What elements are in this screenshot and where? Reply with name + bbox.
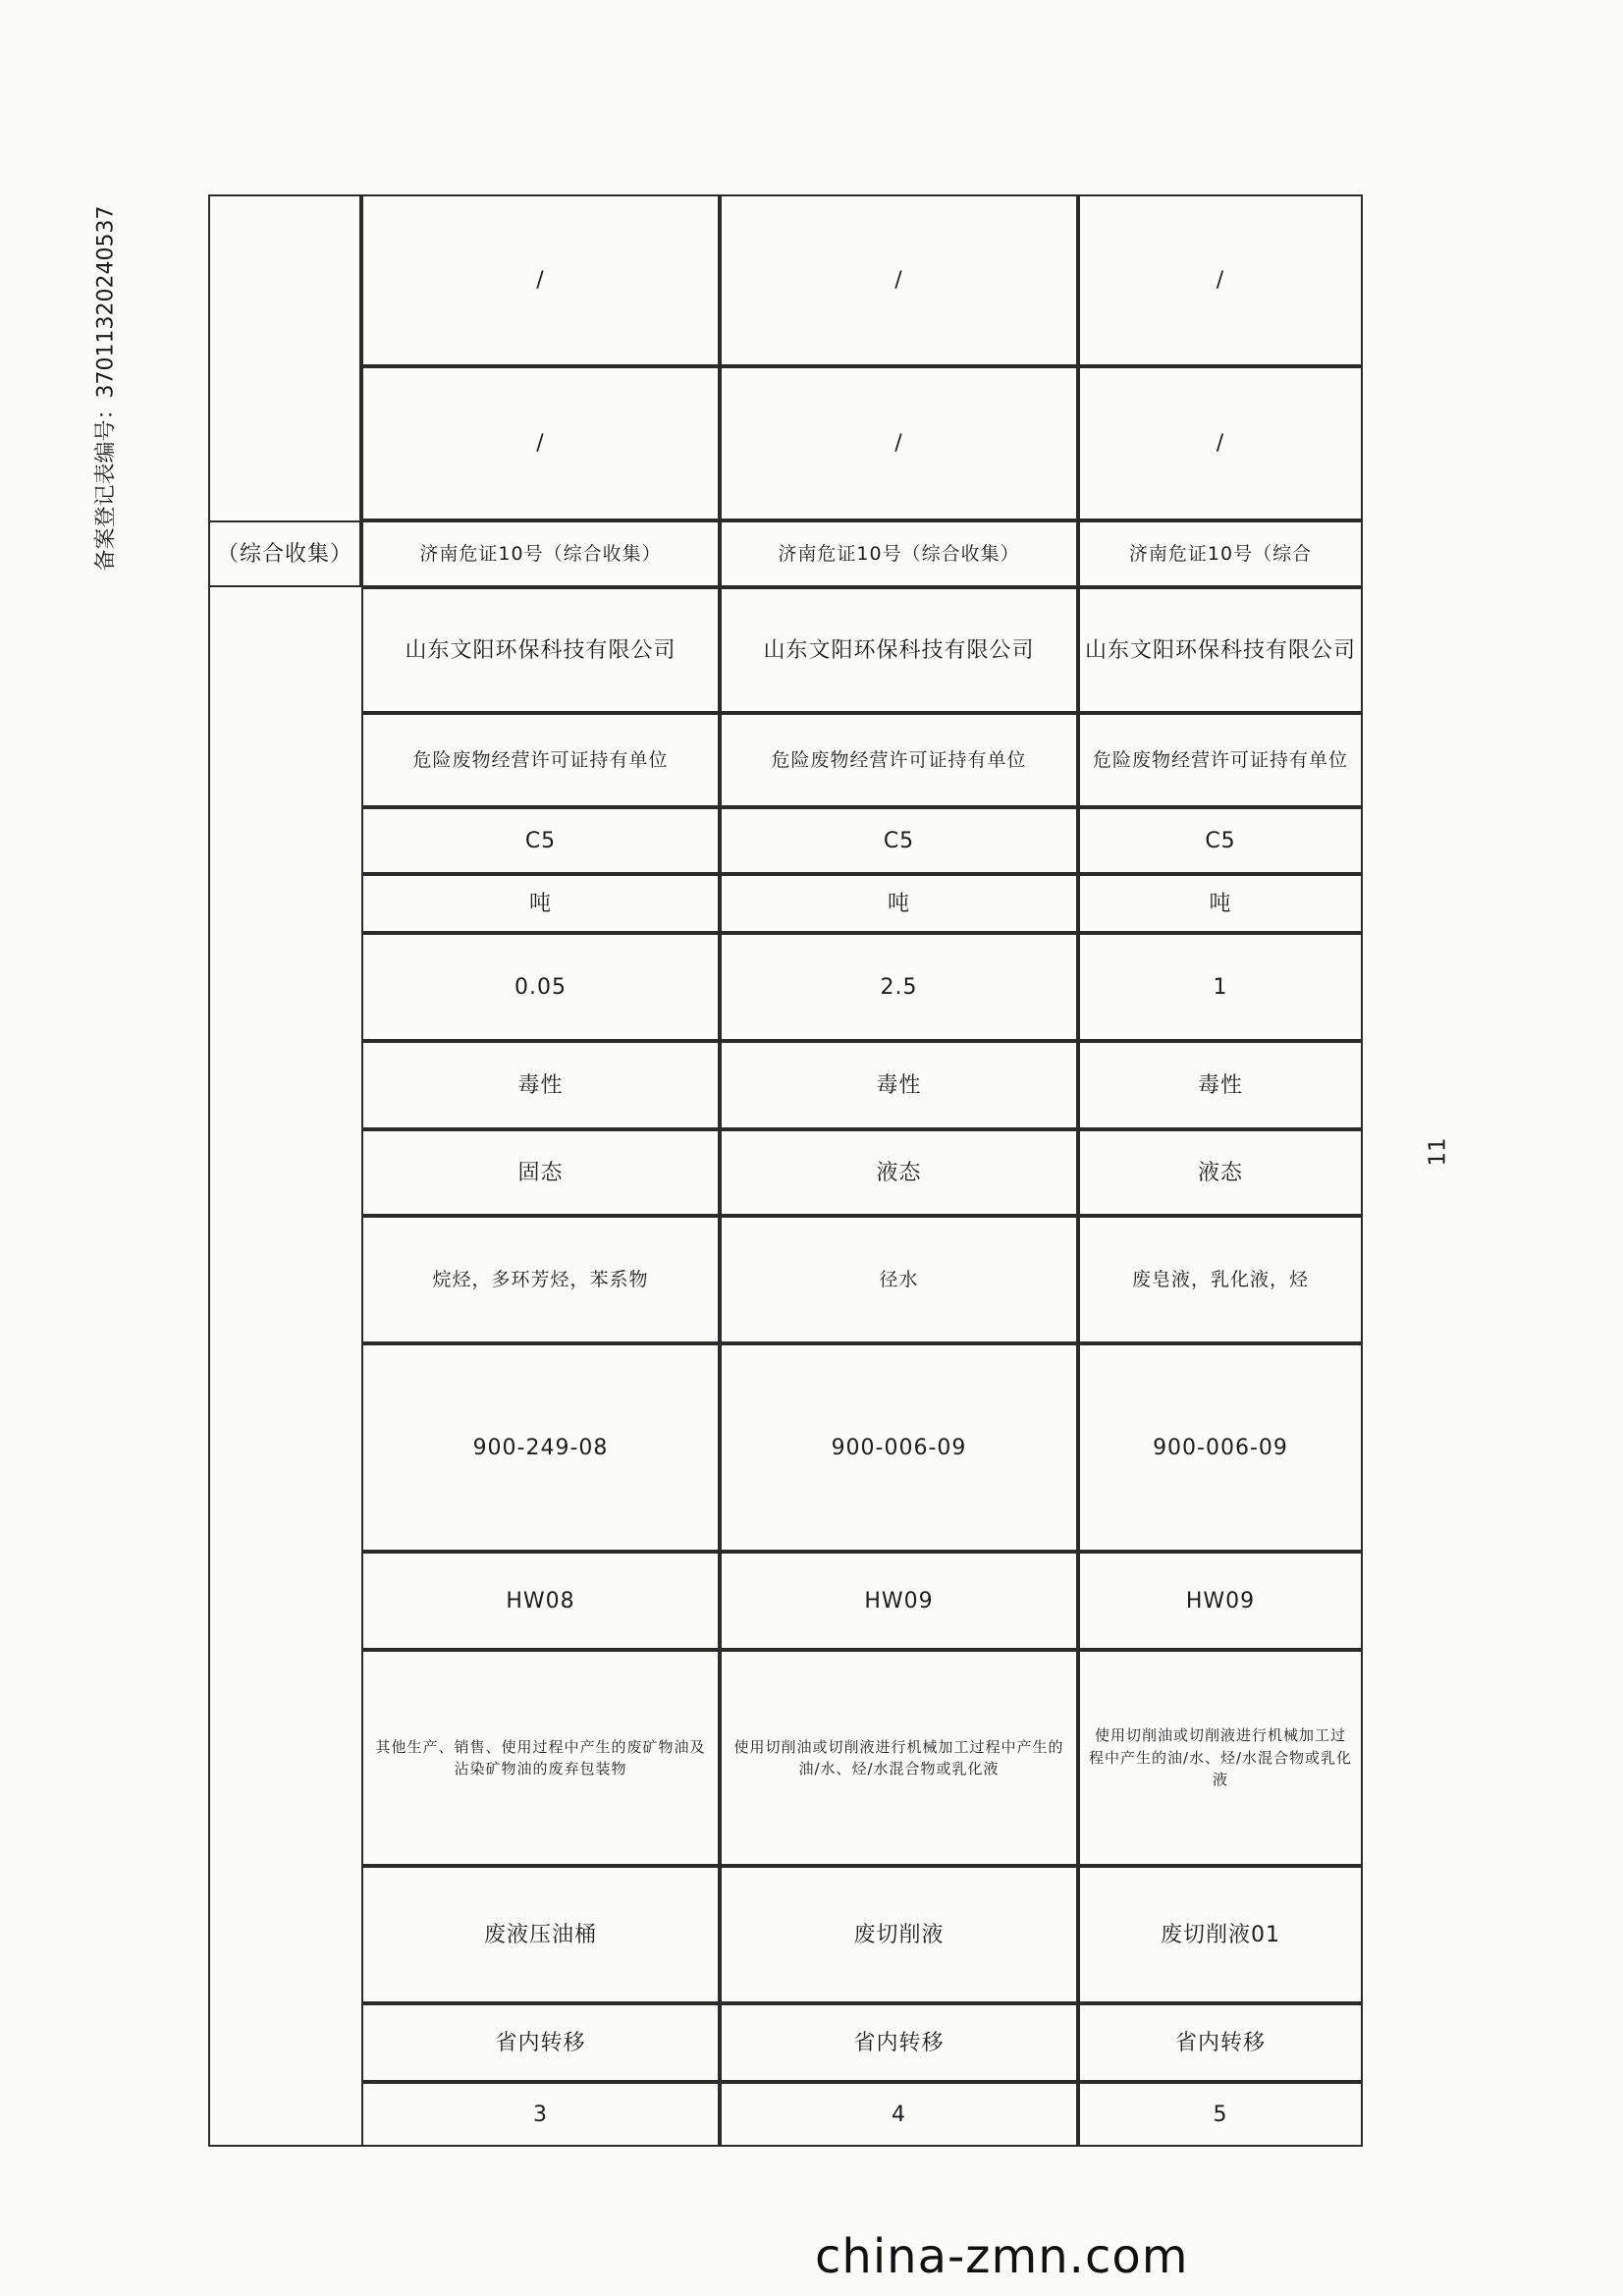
cell-form: 液态	[720, 1129, 1078, 1216]
cell-hazard-property: 毒性	[361, 1041, 720, 1129]
cell-quantity: 1	[1078, 933, 1363, 1041]
cell-packaging: C5	[361, 807, 720, 874]
cell-hazard-property: 毒性	[720, 1041, 1078, 1129]
cell-category: HW09	[720, 1552, 1078, 1650]
cell-extra2: /	[720, 194, 1078, 366]
cell-hazard-property: 毒性	[1078, 1041, 1363, 1129]
cell-waste-name: 废切削液01	[1078, 1866, 1363, 2003]
cell-direction: 省内转移	[1078, 2003, 1363, 2082]
cell-index: 3	[361, 2082, 720, 2147]
cell-hazardous-components: 径水	[720, 1216, 1078, 1343]
spill-license-cell	[208, 520, 361, 587]
cell-receiver-type: 危险废物经营许可证持有单位	[1078, 713, 1363, 807]
cell-category: HW09	[1078, 1552, 1363, 1650]
cell-unit: 吨	[1078, 874, 1363, 933]
cell-code: 900-006-09	[720, 1343, 1078, 1552]
cell-receiver-name: 山东文阳环保科技有限公司	[720, 587, 1078, 713]
cell-packaging: C5	[1078, 807, 1363, 874]
cell-license: 济南危证10号（综合	[1078, 520, 1363, 587]
cell-source: 使用切削油或切削液进行机械加工过程中产生的油/水、烃/水混合物或乳化液	[1078, 1650, 1363, 1866]
cell-license: 济南危证10号（综合收集）	[720, 520, 1078, 587]
cell-quantity: 0.05	[361, 933, 720, 1041]
cell-receiver-name: 山东文阳环保科技有限公司	[361, 587, 720, 713]
cell-index: 4	[720, 2082, 1078, 2147]
cell-quantity: 2.5	[720, 933, 1078, 1041]
cell-receiver-type: 危险废物经营许可证持有单位	[720, 713, 1078, 807]
cell-hazardous-components: 烷烃，多环芳烃，苯系物	[361, 1216, 720, 1343]
cell-extra2: /	[361, 194, 720, 366]
cell-form: 固态	[361, 1129, 720, 1216]
record-number: 备案登记表编号：37011320240537	[93, 205, 119, 572]
cell-index: 5	[1078, 2082, 1363, 2147]
cell-source: 其他生产、销售、使用过程中产生的废矿物油及沾染矿物油的废弃包装物	[361, 1650, 720, 1866]
cell-hazardous-components: 废皂液，乳化液，烃	[1078, 1216, 1363, 1343]
cell-license: 济南危证10号（综合收集）	[361, 520, 720, 587]
cell-receiver-name: 山东文阳环保科技有限公司	[1078, 587, 1363, 713]
cell-receiver-type: 危险废物经营许可证持有单位	[361, 713, 720, 807]
page-number: 11	[1425, 1137, 1451, 1167]
watermark: china-zmn.com	[815, 2229, 1189, 2284]
cell-direction: 省内转移	[720, 2003, 1078, 2082]
cell-extra2: /	[1078, 194, 1363, 366]
cell-form: 液态	[1078, 1129, 1363, 1216]
cell-extra1: /	[1078, 366, 1363, 520]
cell-direction: 省内转移	[361, 2003, 720, 2082]
cell-code: 900-006-09	[1078, 1343, 1363, 1552]
cell-packaging: C5	[720, 807, 1078, 874]
cell-code: 900-249-08	[361, 1343, 720, 1552]
cell-category: HW08	[361, 1552, 720, 1650]
cell-waste-name: 废切削液	[720, 1866, 1078, 2003]
cell-extra1: /	[720, 366, 1078, 520]
spill-license: （综合收集）	[216, 541, 352, 567]
cell-extra1: /	[361, 366, 720, 520]
cell-source: 使用切削油或切削液进行机械加工过程中产生的油/水、烃/水混合物或乳化液	[720, 1650, 1078, 1866]
cell-unit: 吨	[720, 874, 1078, 933]
cell-waste-name: 废液压油桶	[361, 1866, 720, 2003]
cell-unit: 吨	[361, 874, 720, 933]
